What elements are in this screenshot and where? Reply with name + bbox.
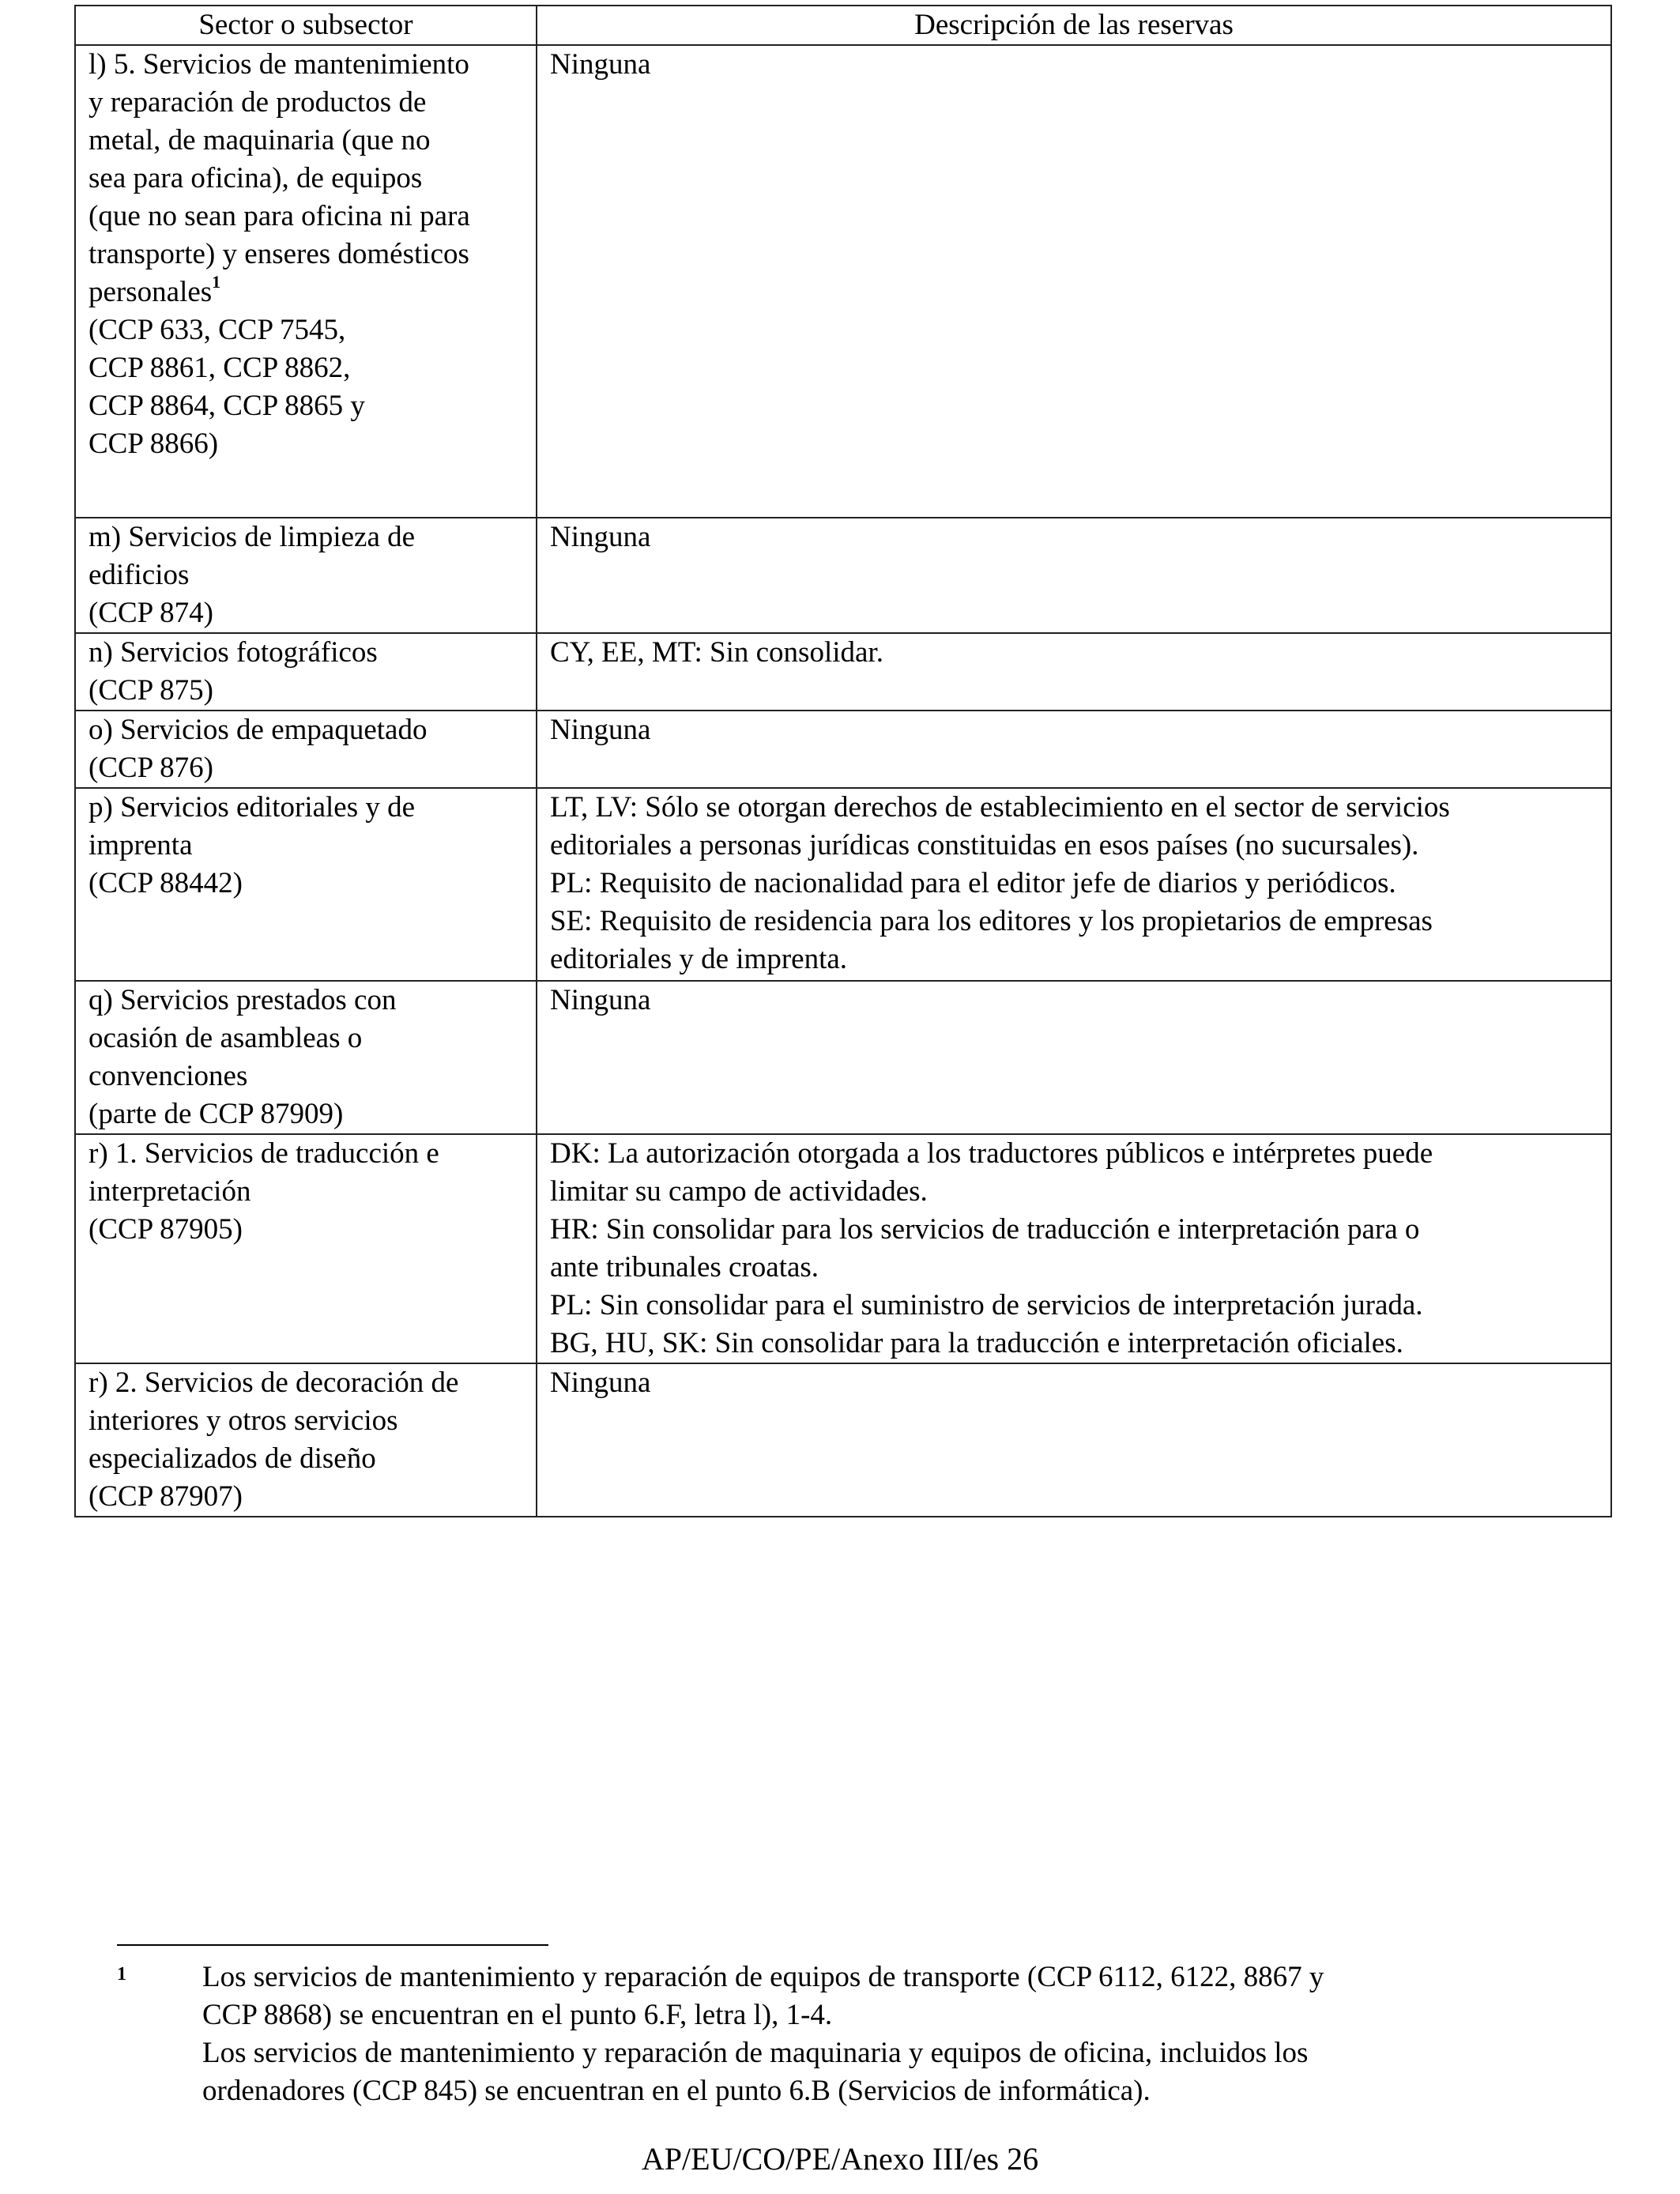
sector-line-with-ref	[89, 273, 529, 311]
sector-line: r) 2. Servicios de decoración de	[89, 1367, 459, 1399]
sector-cell	[75, 981, 537, 1134]
sector-cell	[75, 633, 537, 711]
description-line: HR: Sin consolidar para los servicios de traducción e interpretación para o	[550, 1213, 1420, 1246]
table-row	[75, 981, 1611, 1134]
sector-line: o) Servicios de empaquetado	[89, 714, 428, 746]
description-cell	[537, 711, 1611, 788]
description-line: Ninguna	[550, 1367, 651, 1399]
description-line: ante tribunales croatas.	[550, 1251, 819, 1284]
description-line: editoriales y de imprenta.	[550, 943, 848, 975]
description-cell	[537, 518, 1611, 633]
sector-line: transporte) y enseres domésticos	[89, 238, 469, 270]
sector-line: metal, de maquinaria (que no	[89, 124, 431, 156]
table-row	[75, 1134, 1611, 1363]
sector-line: interpretación	[89, 1175, 251, 1208]
description-line: editoriales a personas jurídicas constituidas en esos países (no sucursales).	[550, 829, 1419, 861]
sector-cell	[75, 518, 537, 633]
sector-cell	[75, 711, 537, 788]
description-cell	[537, 45, 1611, 518]
description-line: DK: La autorización otorgada a los traductores públicos e intérpretes puede	[550, 1137, 1433, 1170]
footnote-line: Los servicios de mantenimiento y reparación de equipos de transporte (CCP 6112, 6122, 8867 y	[202, 1961, 1324, 1993]
sector-line: n) Servicios fotográficos	[89, 636, 378, 669]
footnote-text	[202, 1958, 1569, 2110]
footnote-divider	[117, 1944, 548, 1946]
description-line: Ninguna	[550, 521, 651, 553]
sector-line: m) Servicios de limpieza de	[89, 521, 416, 553]
description-line: Ninguna	[550, 48, 651, 81]
header-description: Descripción de las reservas	[537, 6, 1611, 45]
description-cell	[537, 1134, 1611, 1363]
footnote-reference[interactable]: 1	[212, 271, 221, 292]
sector-line: r) 1. Servicios de traducción e	[89, 1137, 439, 1170]
table-row	[75, 633, 1611, 711]
description-line: LT, LV: Sólo se otorgan derechos de establecimiento en el sector de servicios	[550, 791, 1450, 824]
description-cell	[537, 1363, 1611, 1517]
sector-line: ocasión de asambleas o	[89, 1022, 363, 1054]
header-sector: Sector o subsector	[75, 6, 537, 45]
sector-cell	[75, 45, 537, 518]
sector-line: (CCP 875)	[89, 674, 213, 707]
sector-line: (que no sean para oficina ni para	[89, 200, 470, 232]
sector-line: (parte de CCP 87909)	[89, 1098, 344, 1130]
description-cell	[537, 633, 1611, 711]
sector-line: CCP 8866)	[89, 428, 219, 460]
sector-line: l) 5. Servicios de mantenimiento	[89, 48, 469, 81]
table-header-row	[75, 6, 1611, 45]
footnote-number: 1	[117, 1964, 126, 1985]
description-line: CY, EE, MT: Sin consolidar.	[550, 636, 883, 669]
table-row	[75, 788, 1611, 981]
description-line: Ninguna	[550, 714, 651, 746]
description-line: PL: Sin consolidar para el suministro de servicios de interpretación jurada.	[550, 1289, 1423, 1321]
sector-line: interiores y otros servicios	[89, 1404, 398, 1437]
description-line: limitar su campo de actividades.	[550, 1175, 928, 1208]
footnote-line: ordenadores (CCP 845) se encuentran en el punto 6.B (Servicios de informática).	[202, 2075, 1151, 2107]
table-row	[75, 711, 1611, 788]
sector-line: (CCP 633, CCP 7545,	[89, 314, 346, 346]
sector-cell	[75, 788, 537, 981]
sector-line: (CCP 876)	[89, 752, 213, 784]
description-line: BG, HU, SK: Sin consolidar para la traducción e interpretación oficiales.	[550, 1327, 1403, 1359]
sector-line: (CCP 87907)	[89, 1480, 243, 1513]
sector-line: (CCP 88442)	[89, 867, 243, 899]
sector-cell	[75, 1363, 537, 1517]
table-row	[75, 518, 1611, 633]
sector-line: (CCP 87905)	[89, 1213, 243, 1246]
sector-line: q) Servicios prestados con	[89, 984, 397, 1016]
sector-line: (CCP 874)	[89, 597, 213, 629]
sector-line: CCP 8864, CCP 8865 y	[89, 390, 365, 422]
sector-cell	[75, 1134, 537, 1363]
sector-line: imprenta	[89, 829, 193, 861]
table-row	[75, 1363, 1611, 1517]
sector-line: CCP 8861, CCP 8862,	[89, 352, 351, 384]
reservations-table	[74, 5, 1612, 1517]
sector-line: p) Servicios editoriales y de	[89, 791, 416, 824]
footnote-line: Los servicios de mantenimiento y reparación de maquinaria y equipos de oficina, incluidos los	[202, 2037, 1309, 2069]
footnote-line: CCP 8868) se encuentran en el punto 6.F, letra l), 1-4.	[202, 1999, 833, 2031]
sector-line: especializados de diseño	[89, 1442, 376, 1475]
sector-line: edificios	[89, 559, 190, 591]
description-line: PL: Requisito de nacionalidad para el editor jefe de diarios y periódicos.	[550, 867, 1396, 899]
table-row	[75, 45, 1611, 518]
sector-line: personales	[89, 276, 213, 308]
sector-line: y reparación de productos de	[89, 86, 427, 119]
description-cell	[537, 981, 1611, 1134]
description-line: Ninguna	[550, 984, 651, 1016]
page-footer-label: AP/EU/CO/PE/Anexo III/es 26	[641, 2141, 1039, 2177]
sector-line: sea para oficina), de equipos	[89, 162, 423, 194]
description-line: SE: Requisito de residencia para los editores y los propietarios de empresas	[550, 905, 1433, 937]
sector-line: convenciones	[89, 1060, 248, 1092]
description-cell	[537, 788, 1611, 981]
